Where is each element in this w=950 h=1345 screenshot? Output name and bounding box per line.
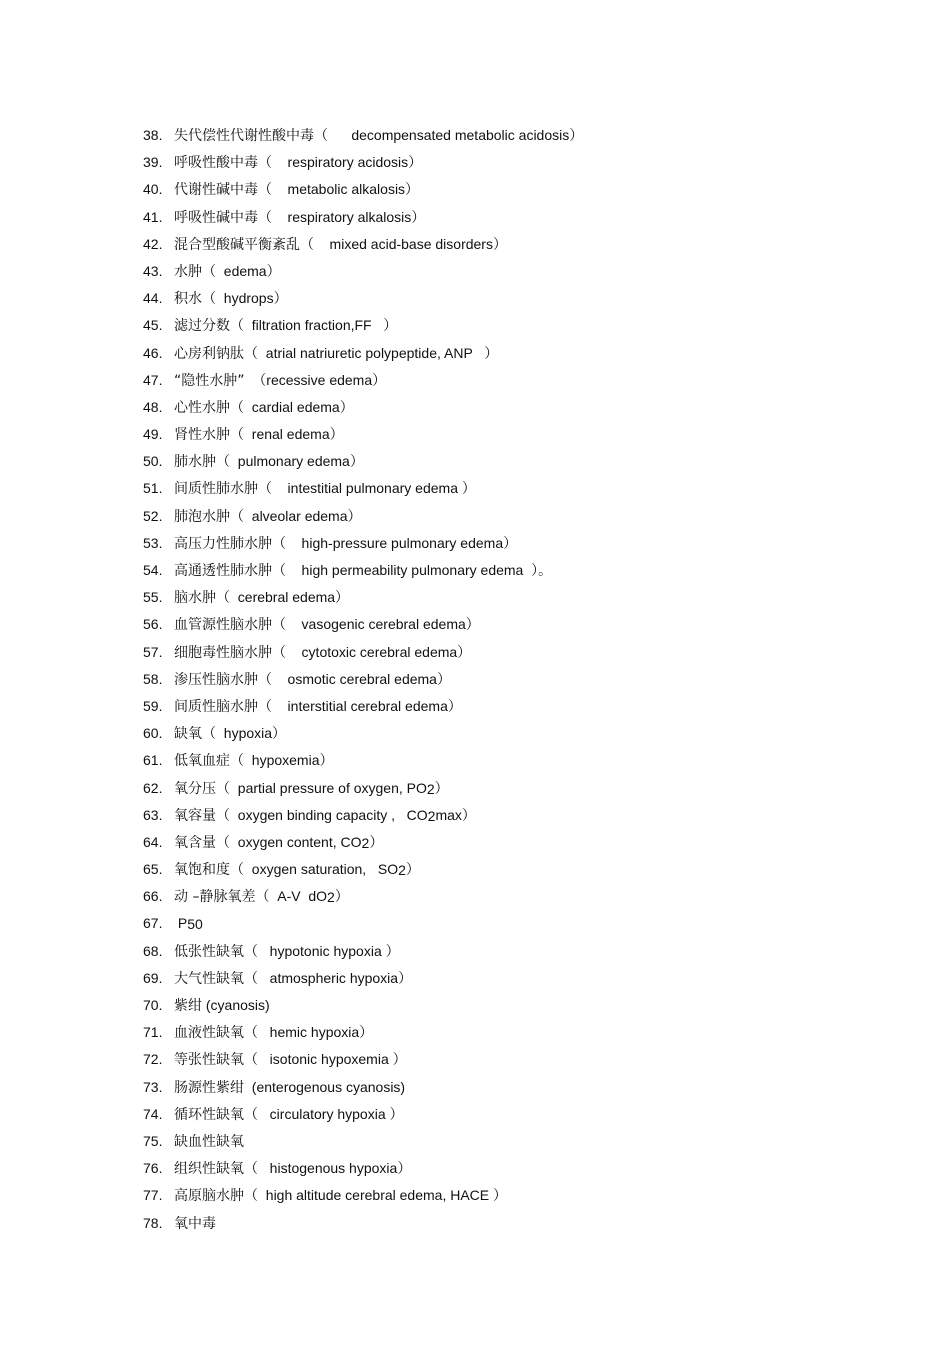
term-item [143, 910, 903, 937]
term-english: cytotoxic cerebral edema） [286, 643, 472, 660]
term-chinese: 间质性脑水肿（ [174, 698, 272, 715]
term-number: 52. [143, 507, 163, 524]
term-chinese: 高通透性肺水肿（ [174, 563, 286, 579]
term-number: 56. [143, 616, 163, 633]
term-item [143, 965, 903, 992]
term-item [143, 611, 903, 638]
term-chinese: 积水（ [174, 291, 216, 308]
term-item [143, 720, 903, 747]
term-chinese: 缺血性缺氧 [174, 1133, 244, 1150]
term-english: （recessive edema） [244, 371, 387, 388]
term-item [143, 258, 903, 285]
term-chinese: 心房利钠肽（ [174, 345, 258, 362]
term-english: hypoxia） [216, 725, 287, 742]
term-item [143, 475, 903, 502]
term-chinese: 混合型酸碱平衡紊乱（ [174, 236, 314, 253]
term-item [143, 367, 903, 394]
term-number: 39. [143, 154, 163, 171]
term-number: 62. [143, 779, 163, 796]
term-item [143, 693, 903, 720]
term-english: high-pressure pulmonary edema） [286, 534, 518, 551]
term-english: isotonic hypoxemia ） [258, 1051, 407, 1068]
term-item [143, 394, 903, 421]
term-number: 42. [143, 235, 163, 252]
term-number: 54. [143, 562, 163, 578]
term-chinese: 氧饱和度（ [174, 862, 244, 879]
term-item [143, 992, 903, 1019]
term-number: 68. [143, 942, 163, 959]
term-chinese: 紫绀 [174, 998, 202, 1014]
term-number: 67. [143, 915, 163, 932]
term-chinese: 水肿（ [174, 263, 216, 280]
term-number: 75. [143, 1132, 163, 1149]
term-english: metabolic alkalosis） [272, 181, 420, 198]
term-number: 70. [143, 997, 163, 1013]
term-item [143, 1155, 903, 1182]
term-number: 74. [143, 1105, 163, 1122]
term-subscript: 2 [327, 889, 335, 906]
term-chinese: 肾性水肿（ [174, 427, 244, 444]
term-number: 43. [143, 262, 163, 279]
term-english: vasogenic cerebral edema） [286, 616, 480, 633]
term-chinese: 间质性肺水肿（ [174, 481, 272, 498]
term-english: respiratory alkalosis） [272, 208, 426, 225]
term-english: oxygen content, CO [230, 833, 362, 850]
term-item [143, 1101, 903, 1128]
term-number: 41. [143, 208, 163, 225]
term-english: intestitial pulmonary edema ） [272, 480, 476, 497]
term-english: hypoxemia） [244, 752, 334, 769]
term-chinese: 脑水肿（ [174, 590, 230, 607]
term-english-suffix: ） [369, 833, 384, 850]
term-list [143, 122, 903, 1237]
term-chinese: 血管源性脑水肿（ [174, 617, 286, 634]
term-item [143, 421, 903, 448]
term-chinese: 高压力性肺水肿（ [174, 535, 286, 552]
term-item [143, 1019, 903, 1046]
term-number: 71. [143, 1024, 163, 1041]
term-english: respiratory acidosis） [272, 154, 423, 171]
term-item [143, 530, 903, 557]
term-number: 60. [143, 725, 163, 742]
term-item [143, 1182, 903, 1209]
term-item [143, 666, 903, 693]
term-chinese: 代谢性碱中毒（ [174, 182, 272, 199]
term-english: decompensated metabolic acidosis） [328, 127, 584, 143]
term-english: hemic hypoxia） [258, 1024, 374, 1041]
term-item [143, 1210, 903, 1237]
term-number: 53. [143, 534, 163, 551]
term-english: atrial natriuretic polypeptide, ANP ） [258, 344, 499, 361]
term-english: alveolar edema） [244, 507, 362, 524]
term-english: osmotic cerebral edema） [272, 670, 451, 687]
term-item [143, 802, 903, 829]
term-number: 77. [143, 1187, 163, 1204]
term-english: mixed acid-base disorders） [314, 235, 507, 252]
term-chinese: 肺泡水肿（ [174, 508, 244, 525]
term-number: 59. [143, 697, 163, 714]
term-chinese: 氧分压（ [174, 780, 230, 797]
term-chinese: 血液性缺氧（ [174, 1025, 258, 1042]
term-english: circulatory hypoxia ） [258, 1105, 404, 1122]
term-item [143, 639, 903, 666]
term-subscript: 2 [361, 834, 370, 851]
term-english: (enterogenous cyanosis) [244, 1078, 406, 1095]
term-chinese: 组织性缺氧（ [174, 1161, 258, 1178]
term-english: interstitial cerebral edema） [272, 697, 462, 714]
term-chinese: 肠源性紫绀 [174, 1079, 244, 1096]
term-number: 73. [143, 1078, 163, 1095]
term-english: hydrops） [216, 290, 288, 307]
term-subscript: 2 [398, 862, 406, 879]
term-number: 78. [143, 1214, 163, 1231]
term-chinese: 心性水肿（ [174, 399, 244, 416]
term-english: hypotonic hypoxia ） [258, 942, 400, 959]
term-chinese: 滤过分数（ [174, 318, 244, 335]
term-number: 44. [143, 290, 163, 307]
term-number: 46. [143, 344, 163, 361]
term-english: partial pressure of oxygen, PO [230, 779, 427, 796]
term-item [143, 775, 903, 802]
term-chinese: 氧含量（ [174, 834, 230, 851]
term-chinese: 渗压性脑水肿（ [174, 671, 272, 688]
term-english: high permeability pulmonary edema ）。 [286, 562, 553, 578]
term-item [143, 176, 903, 203]
term-english: P [174, 915, 188, 932]
term-number: 40. [143, 181, 163, 198]
term-item [143, 204, 903, 231]
term-english: (cyanosis) [202, 997, 270, 1013]
term-chinese: 低氧血症（ [174, 753, 244, 770]
term-chinese: 肺水肿（ [174, 454, 230, 471]
term-english: high altitude cerebral edema, HACE ） [258, 1187, 508, 1204]
term-number: 45. [143, 317, 163, 334]
term-item [143, 883, 903, 910]
term-number: 55. [143, 589, 163, 606]
term-number: 38. [143, 127, 163, 143]
term-number: 48. [143, 398, 163, 415]
term-english: oxygen binding capacity , CO [230, 806, 428, 823]
term-item [143, 829, 903, 856]
term-number: 49. [143, 426, 163, 443]
term-english: A-V dO [269, 888, 328, 905]
term-english-suffix: ） [434, 779, 449, 796]
term-item [143, 557, 903, 584]
term-english: filtration fraction,FF ） [244, 317, 398, 334]
term-english: edema） [216, 262, 281, 279]
term-chinese: 动 –静脉氧差（ [174, 889, 270, 906]
term-number: 58. [143, 670, 163, 687]
term-english: pulmonary edema） [230, 453, 364, 470]
term-chinese: 大气性缺氧（ [174, 970, 258, 987]
term-number: 76. [143, 1160, 163, 1177]
term-chinese: 缺氧（ [174, 726, 216, 743]
term-english: oxygen saturation, SO [244, 861, 399, 878]
term-item [143, 938, 903, 965]
term-english-suffix: ） [334, 888, 349, 905]
term-number: 57. [143, 643, 163, 660]
term-item [143, 285, 903, 312]
term-item [143, 856, 903, 883]
term-chinese: 氧容量（ [174, 807, 230, 824]
term-item [143, 122, 903, 149]
term-item [143, 312, 903, 339]
term-chinese: “隐性水肿” [174, 372, 245, 389]
term-number: 51. [143, 480, 163, 497]
term-english: cardial edema） [244, 398, 354, 415]
term-item [143, 584, 903, 611]
term-subscript: 50 [187, 916, 203, 933]
term-chinese: 等张性缺氧（ [174, 1052, 258, 1069]
term-english: histogenous hypoxia） [258, 1160, 412, 1177]
term-number: 47. [143, 371, 163, 388]
term-chinese: 低张性缺氧（ [174, 943, 258, 960]
term-english: cerebral edema） [230, 589, 350, 606]
term-item [143, 1074, 903, 1101]
term-item [143, 1046, 903, 1073]
term-number: 63. [143, 806, 163, 823]
term-number: 65. [143, 861, 163, 878]
term-subscript: 2 [427, 807, 436, 824]
term-item [143, 747, 903, 774]
term-number: 72. [143, 1051, 163, 1068]
term-chinese: 呼吸性酸中毒（ [174, 155, 272, 172]
term-number: 61. [143, 752, 163, 769]
term-item [143, 448, 903, 475]
term-item [143, 340, 903, 367]
term-item [143, 1128, 903, 1155]
term-item [143, 231, 903, 258]
term-number: 69. [143, 969, 163, 986]
term-chinese: 失代偿性代谢性酸中毒（ [174, 128, 328, 144]
term-number: 64. [143, 833, 163, 850]
term-item [143, 503, 903, 530]
term-chinese: 细胞毒性脑水肿（ [174, 644, 286, 661]
term-english: renal edema） [244, 426, 344, 443]
term-item [143, 149, 903, 176]
term-number: 50. [143, 453, 163, 470]
term-english-suffix: ） [405, 861, 420, 878]
term-chinese: 高原脑水肿（ [174, 1188, 258, 1205]
term-number: 66. [143, 888, 163, 905]
term-subscript: 2 [426, 780, 435, 797]
term-chinese: 循环性缺氧（ [174, 1106, 258, 1123]
term-chinese: 呼吸性碱中毒（ [174, 209, 272, 226]
term-chinese: 氧中毒 [174, 1215, 216, 1232]
term-english: atmospheric hypoxia） [258, 969, 413, 986]
term-english-suffix: max） [435, 806, 476, 823]
